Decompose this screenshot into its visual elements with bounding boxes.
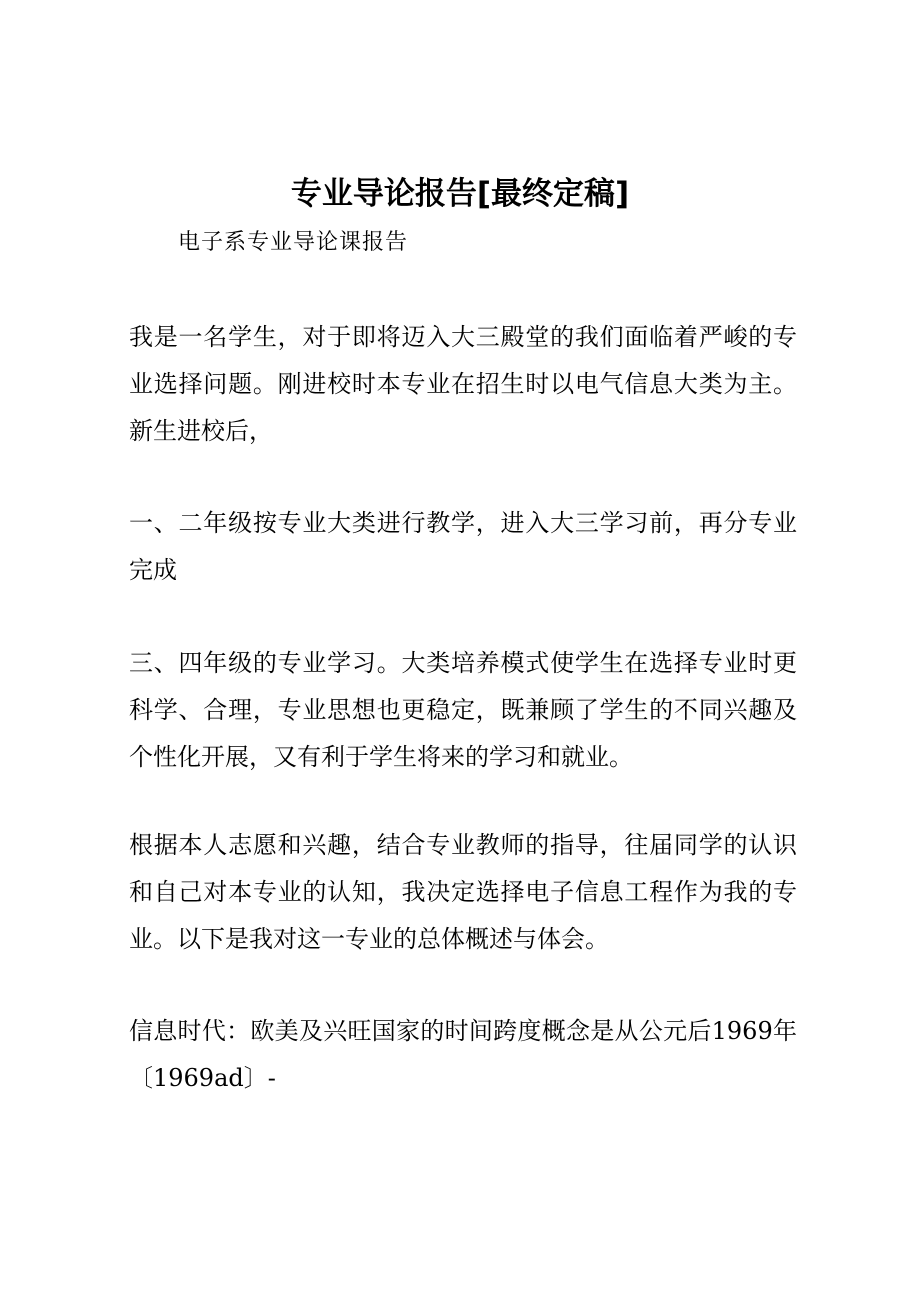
paragraph: 我是一名学生，对于即将迈入大三殿堂的我们面临着严峻的专业选择问题。刚进校时本专业在招生时以电气信息大类为主。新生进校后， — [129, 323, 797, 445]
paragraph: 三、四年级的专业学习。大类培养模式使学生在选择专业时更科学、合理，专业思想也更稳定，既兼顾了学生的不同兴趣及个性化开展，又有利于学生将来的学习和就业。 — [129, 649, 797, 771]
paragraph: 一、二年级按专业大类进行教学，进入大三学习前，再分专业完成 — [129, 509, 797, 584]
document-subtitle: 电子系专业导论课报告 — [178, 230, 409, 255]
document-title: 专业导论报告[最终定稿] — [290, 176, 630, 212]
paragraph: 信息时代：欧美及兴旺国家的时间跨度概念是从公元后1969年〔1969ad〕- — [129, 1017, 797, 1092]
paragraph: 根据本人志愿和兴趣，结合专业教师的指导，往届同学的认识和自己对本专业的认知，我决定选择电子信息工程作为我的专业。以下是我对这一专业的总体概述与体会。 — [129, 831, 797, 953]
